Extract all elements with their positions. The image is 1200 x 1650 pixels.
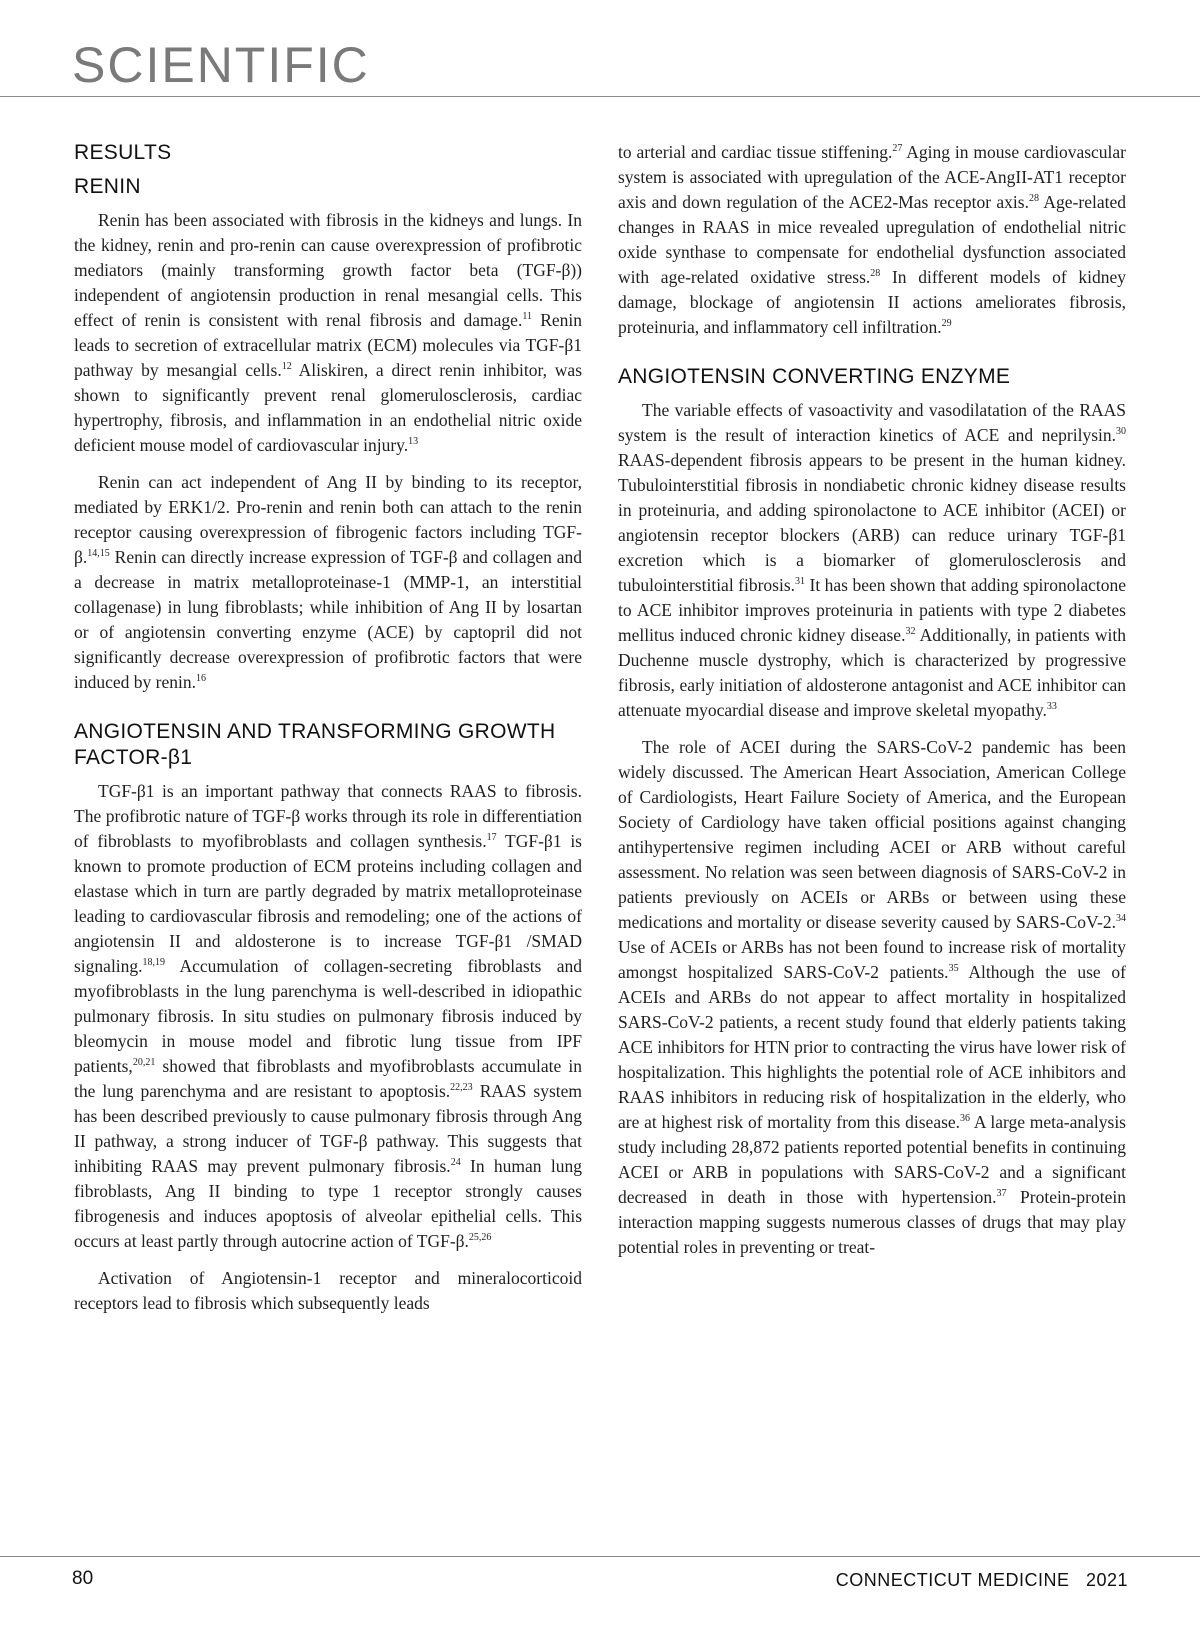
citation: 36	[960, 1113, 971, 1125]
text-span: In different models of kidney damage, blockage of angiotensin II actions ameliorates fibrosis, proteinuria, and inflammatory cell infiltration.	[618, 267, 1126, 337]
citation: 34	[1116, 913, 1126, 925]
text-span: RAAS system has been described previously to cause pulmonary fibrosis through Ang II pathway, a strong inducer of TGF-β pathway. This suggests that inhibiting RAAS may prevent pulmonary fibrosis.	[74, 1081, 582, 1176]
citation: 24	[450, 1157, 461, 1169]
citation: 37	[996, 1188, 1007, 1200]
text-span: Renin leads to secretion of extracellular matrix (ECM) molecules via TGF-β1 pathway by mesangial cells.	[74, 310, 582, 380]
left-column	[74, 140, 582, 1328]
text-span: RAAS-dependent fibrosis appears to be present in the human kidney. Tubulointerstitial fibrosis in nondiabetic chronic kidney disease results in proteinuria, and adding spironolactone to ACE inhibitor (ACEI) or angiotensin receptor blockers (ARB) can reduce urinary TGF-β1 excretion which is a biomarker of glomerulosclerosis and tubulointerstitial fibrosis.	[618, 450, 1126, 595]
text-span: TGF-β1 is known to promote production of ECM proteins including collagen and elastase which in turn are partly degraded by matrix metalloproteinase leading to cardiovascular fibrosis and remodeling; one of the actions of angiotensin II and aldosterone is to increase TGF-β1 /SMAD signaling.	[74, 831, 582, 976]
citation: 31	[795, 576, 806, 588]
citation: 16	[195, 673, 206, 685]
citation: 11	[522, 311, 532, 323]
footer-rule	[0, 1556, 1200, 1557]
text-span: Additionally, in patients with Duchenne muscle dystrophy, which is characterized by progressive fibrosis, early initiation of aldosterone antagonist and ACE inhibitor can attenuate myocardial disease and improve skeletal myopathy.	[618, 625, 1126, 720]
text-span: Renin can act independent of Ang II by binding to its receptor, mediated by ERK1/2. Pro-renin and renin both can attach to the renin receptor causing overexpression of fibrogenic factors including TGF-β.	[74, 472, 582, 567]
citation: 28	[1028, 193, 1039, 205]
right-column	[618, 140, 1126, 1272]
text-span: The variable effects of vasoactivity and vasodilatation of the RAAS system is the result of interaction kinetics of ACE and neprilysin.	[618, 400, 1126, 445]
text-span: Protein-protein interaction mapping suggests numerous classes of drugs that may play potential roles in preventing or treat-	[618, 1187, 1127, 1257]
section-heading-renin: RENIN	[74, 175, 141, 198]
text-span: In human lung fibroblasts, Ang II binding to type 1 receptor strongly causes fibrogenesis and induces apoptosis of alveolar epithelial cells. This occurs at least partly through autocrine action of TGF-β.	[74, 1156, 582, 1251]
text-span: Age-related changes in RAAS in mice revealed upregulation of endothelial nitric oxide synthase to compensate for endothelial dysfunction associated with age-related oxidative stress.	[618, 192, 1126, 287]
section-heading-angiotensin-tgf: ANGIOTENSIN AND TRANSFORMING GROWTH FACTOR-β1	[74, 720, 556, 769]
text-span: Accumulation of collagen-secreting fibroblasts and myofibroblasts in the lung parenchyma is well-described in idiopathic pulmonary fibrosis. In situ studies on pulmonary fibrosis induced by bleomycin in mouse model and fibrotic lung tissue from IPF patients,	[74, 956, 582, 1076]
citation: 35	[948, 963, 959, 975]
text-span: Although the use of ACEIs and ARBs do not appear to affect mortality in hospitalized SARS-CoV-2 patients, a recent study found that elderly patients taking ACE inhibitors for HTN prior to contracting the virus have lower risk of hospitalization. This highlights the potential role of ACE inhibitors and RAAS inhibitors in reducing risk of hospitalization in the elderly, who are at highest risk of mortality from this disease.	[618, 962, 1126, 1132]
citation: 20,21	[132, 1057, 156, 1069]
text-span: Activation of Angiotensin-1 receptor and mineralocorticoid receptors lead to fibrosis which subsequently leads	[74, 1268, 582, 1313]
text-span: Aliskiren, a direct renin inhibitor, was shown to significantly prevent renal glomerulosclerosis, cardiac hypertrophy, fibrosis, and inflammation in an endothelial nitric oxide deficient mouse model of cardiovascular injury.	[74, 360, 582, 455]
paragraph-renin-fibrosis	[74, 208, 582, 458]
text-span: TGF-β1 is an important pathway that connects RAAS to fibrosis. The profibrotic nature of TGF-β works through its role in differentiation of fibroblasts to myofibroblasts and collagen synthesis.	[74, 781, 582, 851]
citation: 17	[486, 832, 497, 844]
text-span: Renin can directly increase expression of TGF-β and collagen and a decrease in matrix metalloproteinase-1 (MMP-1, an interstitial collagenase) in lung fibroblasts; while inhibition of Ang II by losartan or of angiotensin converting enzyme (ACE) by captopril did not significantly decrease overexpression of profibrotic factors that were induced by renin.	[74, 547, 582, 692]
text-span: Aging in mouse cardiovascular system is associated with upregulation of the ACE-AngII-AT1 receptor axis and down regulation of the ACE2-Mas receptor axis.	[618, 142, 1126, 212]
paragraph-acei-covid	[618, 735, 1126, 1260]
paragraph-tgf-pathway	[74, 779, 582, 1254]
text-span: A large meta-analysis study including 28,872 patients reported potential benefits in continuing ACEI or ARB in populations with SARS-CoV-2 and a significant decreased in death in those with hypertension.	[618, 1112, 1126, 1207]
citation: 22,23	[450, 1082, 473, 1094]
citation: 27	[892, 143, 903, 155]
paragraph-receptor-activation	[74, 1266, 582, 1316]
section-heading-ace: ANGIOTENSIN CONVERTING ENZYME	[618, 365, 1011, 388]
citation: 25,26	[468, 1232, 492, 1244]
text-span: The role of ACEI during the SARS-CoV-2 pandemic has been widely discussed. The American Heart Association, American College of Cardiologists, Heart Failure Society of America, and the European Society of Cardiology have taken official positions against changing antihypertensive regimen including ACEI or ARB without careful assessment. No relation was seen between diagnosis of SARS-CoV-2 in patients previously on ACEIs or ARBs or between using these medications and mortality or disease severity caused by SARS-CoV-2.	[618, 737, 1126, 932]
citation: 29	[941, 318, 952, 330]
header-rule	[0, 96, 1200, 97]
text-span: Use of ACEIs or ARBs has not been found to increase risk of mortality amongst hospitalized SARS-CoV-2 patients.	[618, 937, 1126, 982]
text-span: It has been shown that adding spironolactone to ACE inhibitor improves proteinuria in patients with type 2 diabetes mellitus induced chronic kidney disease.	[618, 575, 1126, 645]
paragraph-tissue-stiffening	[618, 140, 1126, 340]
journal-footer: CONNECTICUT MEDICINE 2021	[835, 1570, 1128, 1590]
citation: 18,19	[142, 957, 166, 969]
text-span: to arterial and cardiac tissue stiffening.	[618, 142, 893, 162]
text-span: showed that fibroblasts and myofibroblasts accumulate in the lung parenchyma and are resistant to apoptosis.	[74, 1056, 582, 1101]
section-heading-results: RESULTS	[74, 141, 172, 164]
page-number: 80	[72, 1568, 94, 1589]
citation: 13	[408, 436, 419, 448]
text-span: Renin has been associated with fibrosis in the kidneys and lungs. In the kidney, renin and pro-renin can cause overexpression of profibrotic mediators (mainly transforming growth factor beta (TGF-β)) independent of angiotensin production in renal mesangial cells. This effect of renin is consistent with renal fibrosis and damage.	[74, 210, 582, 330]
running-head: SCIENTIFIC	[72, 37, 370, 93]
citation: 30	[1116, 426, 1126, 438]
paragraph-renin-receptor	[74, 470, 582, 695]
citation: 28	[870, 268, 881, 280]
citation: 12	[281, 361, 292, 373]
citation: 14,15	[87, 548, 110, 560]
citation: 33	[1046, 701, 1057, 713]
paragraph-ace-neprilysin	[618, 398, 1126, 723]
citation: 32	[905, 626, 916, 638]
